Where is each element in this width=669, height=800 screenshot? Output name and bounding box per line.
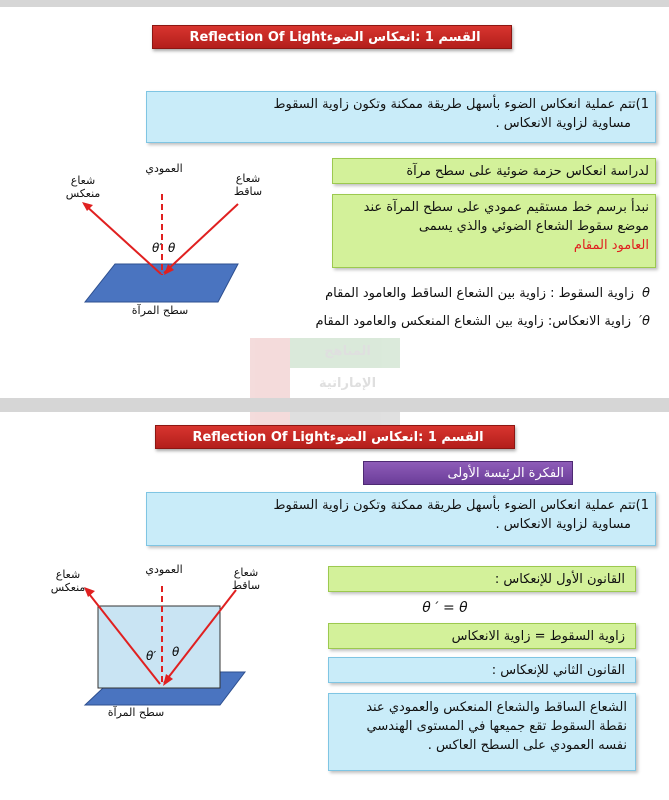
- top-separator: [0, 0, 669, 7]
- intro-line-1-2: تتم عملية انعكاس الضوء بأسهل طريقة ممكنة وتكون زاوية السقوط: [273, 498, 636, 513]
- first-law-words: زاوية السقوط = زاوية الانعكاس: [328, 623, 636, 649]
- normal-label: العمودي: [145, 162, 183, 175]
- study-box: لدراسة انعكاس حزمة ضوئية على سطح مرآة: [332, 158, 656, 184]
- reflection-symbol: θ′: [639, 314, 650, 329]
- second-law-text: الشعاع الساقط والشعاع المنعكس والعمودي عند نقطة السقوط تقع جميعها في المستوى الهندسي نفسه العمودي على السطح العاكس .: [328, 693, 636, 771]
- angle-incidence-label: θ: [168, 241, 176, 255]
- section-title-english: Reflection Of Light: [189, 29, 327, 45]
- mirror-label: سطح المرآة: [131, 304, 189, 317]
- intro-line-1: تتم عملية انعكاس الضوء بأسهل طريقة ممكنة وتكون زاوية السقوط: [273, 97, 636, 112]
- watermark-flag-red: [250, 338, 290, 428]
- reflected-ray-label-2: [40, 568, 96, 594]
- reflection-definition: [250, 312, 650, 331]
- normal-definition-text: نبدأ برسم خط مستقيم عمودي على سطح المرآة عند موضع سقوط الشعاع الضوئي والذي يسمى: [363, 200, 649, 234]
- section-title-banner-2: [155, 425, 515, 449]
- reflected-ray-label-line-1: شعاع: [70, 174, 96, 187]
- normal-definition-box: [332, 194, 656, 268]
- normal-definition-highlight: العامود المقام: [573, 238, 649, 253]
- incidence-definition-text: زاوية السقوط : زاوية بين الشعاع الساقط والعامود المقام: [325, 286, 635, 301]
- reflection-definition-text: زاوية الانعكاس: زاوية بين الشعاع المنعكس والعامود المقام: [315, 314, 632, 329]
- section-title-banner: [152, 25, 512, 49]
- intro-line-2: مساوية لزاوية الانعكاس .: [495, 116, 631, 131]
- incident-ray-label: [220, 172, 276, 198]
- incident-ray-label-line-1: شعاع: [235, 172, 261, 185]
- first-law-equation: θ ′ = θ: [422, 600, 468, 616]
- intro-number-2: 1): [635, 498, 649, 513]
- intro-box: [146, 91, 656, 143]
- incidence-symbol: θ: [642, 286, 650, 301]
- first-law-title: القانون الأول للإنعكاس :: [328, 566, 636, 592]
- incident-ray-label-2-line-1: شعاع: [233, 566, 259, 579]
- second-law-title: القانون الثاني للإنعكاس :: [328, 657, 636, 683]
- reflected-ray-label-line-2: منعكس: [65, 187, 101, 200]
- reflected-ray-label-2-line-2: منعكس: [50, 581, 86, 594]
- intro-number: 1): [635, 97, 649, 112]
- mirror-label-2: سطح المرآة: [107, 706, 165, 719]
- reflected-ray-label-2-line-1: شعاع: [55, 568, 81, 581]
- middle-separator: [0, 398, 669, 412]
- intro-line-2-2: مساوية لزاوية الانعكاس .: [495, 517, 631, 532]
- section-title-arabic-2: القسم 1 :انعكاس الضوء: [329, 429, 484, 445]
- watermark-text-1: المناهج: [324, 344, 371, 359]
- section-title-english-2: Reflection Of Light: [192, 429, 330, 445]
- angle-incidence-label-2: θ: [172, 645, 180, 659]
- plane-of-incidence: [98, 606, 220, 688]
- incident-ray-label-line-2: ساقط: [233, 185, 263, 198]
- normal-label-2: العمودي: [145, 563, 183, 576]
- incident-ray-label-2: [218, 566, 274, 592]
- watermark-text-2: الإماراتية: [318, 376, 377, 391]
- incident-ray-label-2-line-2: ساقط: [231, 579, 261, 592]
- main-idea-badge: الفكرة الرئيسة الأولى: [363, 461, 573, 485]
- reflected-ray-label: [55, 174, 111, 200]
- incident-ray: [164, 204, 238, 273]
- intro-box-2: [146, 492, 656, 546]
- angle-reflection-label-2: θ′: [146, 649, 157, 663]
- watermark-logo: [250, 338, 400, 428]
- incidence-definition: [270, 284, 650, 303]
- angle-reflection-label: θ′: [152, 241, 163, 255]
- section-title-arabic: القسم 1 :انعكاس الضوء: [326, 29, 481, 45]
